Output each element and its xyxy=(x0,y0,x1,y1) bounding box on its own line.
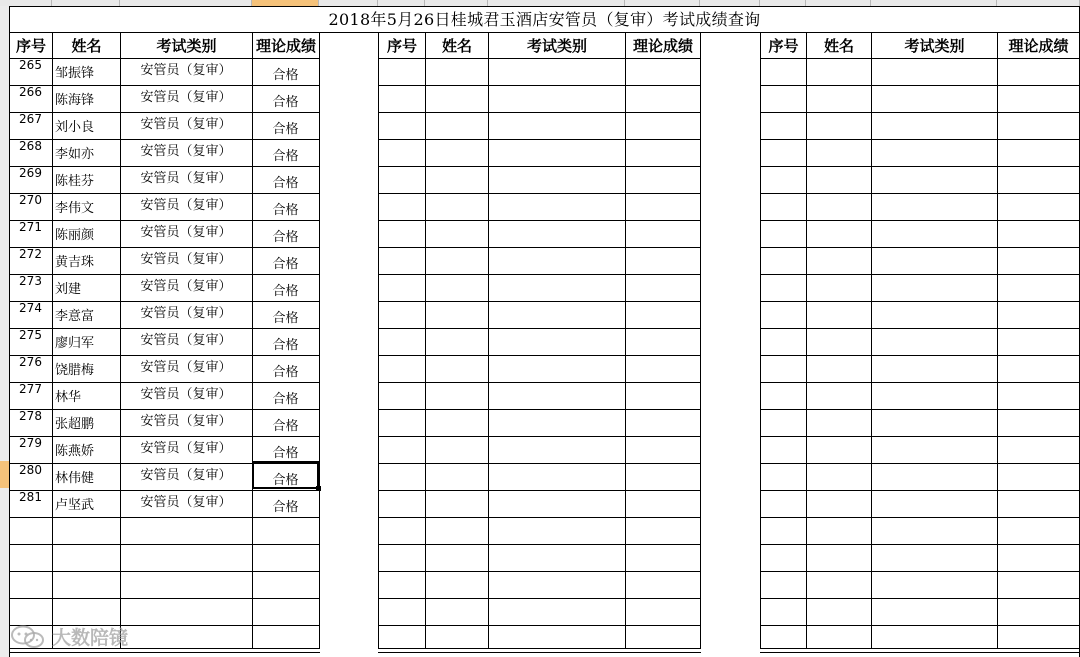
grid-line xyxy=(9,652,320,653)
row-type[interactable]: 安管员（复审） xyxy=(140,387,232,402)
grid-line xyxy=(378,220,701,221)
row-type[interactable]: 安管员（复审） xyxy=(140,63,232,78)
row-seq[interactable]: 274 xyxy=(19,301,42,315)
grid-line xyxy=(378,166,701,167)
grid-line xyxy=(760,648,1080,649)
header-seq: 序号 xyxy=(386,37,417,55)
row-result[interactable]: 合格 xyxy=(272,500,299,515)
grid-line xyxy=(378,85,701,86)
row-name[interactable]: 邹振锋 xyxy=(55,66,95,81)
grid-line xyxy=(760,382,1080,383)
row-seq[interactable]: 273 xyxy=(19,274,42,288)
grid-line xyxy=(760,58,1080,59)
fill-handle[interactable] xyxy=(316,486,321,491)
row-result[interactable]: 合格 xyxy=(272,311,299,326)
row-type[interactable]: 安管员（复审） xyxy=(140,468,232,483)
header-name: 姓名 xyxy=(823,37,854,55)
grid-line xyxy=(378,328,701,329)
grid-line xyxy=(488,32,489,648)
grid-line xyxy=(9,517,320,518)
header-name: 姓名 xyxy=(71,37,102,55)
grid-line xyxy=(319,32,320,648)
grid-line xyxy=(425,32,426,648)
grid-line xyxy=(760,166,1080,167)
grid-line xyxy=(760,274,1080,275)
grid-line xyxy=(9,544,320,545)
header-type: 考试类别 xyxy=(156,37,217,55)
grid-line xyxy=(760,247,1080,248)
row-name[interactable]: 卢坚武 xyxy=(55,498,95,513)
grid-line xyxy=(760,517,1080,518)
row-type[interactable]: 安管员（复审） xyxy=(140,171,232,186)
row-name[interactable]: 饶腊梅 xyxy=(55,363,95,378)
row-seq[interactable]: 270 xyxy=(19,193,42,207)
row-result[interactable]: 合格 xyxy=(272,176,299,191)
row-seq[interactable]: 272 xyxy=(19,247,42,261)
row-seq[interactable]: 266 xyxy=(19,85,42,99)
header-type: 考试类别 xyxy=(526,37,587,55)
grid-line xyxy=(997,32,998,648)
row-result[interactable]: 合格 xyxy=(272,392,299,407)
row-type[interactable]: 安管员（复审） xyxy=(140,279,232,294)
row-seq[interactable]: 267 xyxy=(19,112,42,126)
grid-line xyxy=(625,32,626,648)
row-result[interactable]: 合格 xyxy=(272,473,299,488)
grid-line xyxy=(378,648,701,649)
row-type[interactable]: 安管员（复审） xyxy=(140,441,232,456)
grid-line xyxy=(378,247,701,248)
grid-line xyxy=(760,85,1080,86)
grid-line xyxy=(9,598,320,599)
row-name[interactable]: 李伟文 xyxy=(55,201,95,216)
row-type[interactable]: 安管员（复审） xyxy=(140,225,232,240)
row-seq[interactable]: 276 xyxy=(19,355,42,369)
row-name[interactable]: 陈丽颜 xyxy=(55,228,95,243)
row-result[interactable]: 合格 xyxy=(272,95,299,110)
row-seq[interactable]: 269 xyxy=(19,166,42,180)
grid-line xyxy=(378,301,701,302)
grid-line xyxy=(378,598,701,599)
grid-line xyxy=(760,355,1080,356)
row-name[interactable]: 刘小良 xyxy=(55,120,95,135)
grid-line xyxy=(760,652,1080,653)
grid-line xyxy=(760,625,1080,626)
row-name[interactable]: 陈燕娇 xyxy=(55,444,95,459)
grid-line xyxy=(760,571,1080,572)
grid-line xyxy=(378,58,701,59)
row-result[interactable]: 合格 xyxy=(272,68,299,83)
row-result[interactable]: 合格 xyxy=(272,284,299,299)
row-type[interactable]: 安管员（复审） xyxy=(140,117,232,132)
grid-line xyxy=(760,301,1080,302)
row-type[interactable]: 安管员（复审） xyxy=(140,414,232,429)
row-name[interactable]: 陈海锋 xyxy=(55,93,95,108)
row-result[interactable]: 合格 xyxy=(272,122,299,137)
row-name[interactable]: 廖归军 xyxy=(55,336,95,351)
grid-line xyxy=(378,652,701,653)
grid-line xyxy=(378,517,701,518)
row-type[interactable]: 安管员（复审） xyxy=(140,90,232,105)
selected-cell[interactable] xyxy=(252,461,319,489)
row-type[interactable]: 安管员（复审） xyxy=(140,144,232,159)
watermark-text: 大数陪镜 xyxy=(52,627,129,649)
header-name: 姓名 xyxy=(441,37,472,55)
row-result[interactable]: 合格 xyxy=(272,446,299,461)
grid-line xyxy=(378,32,379,648)
row-name[interactable]: 陈桂芬 xyxy=(55,174,95,189)
header-seq: 序号 xyxy=(15,37,46,55)
row-result[interactable]: 合格 xyxy=(272,149,299,164)
row-type[interactable]: 安管员（复审） xyxy=(140,495,232,510)
row-result[interactable]: 合格 xyxy=(272,419,299,434)
grid-line xyxy=(378,193,701,194)
grid-line xyxy=(378,436,701,437)
grid-line xyxy=(378,274,701,275)
watermark xyxy=(10,623,128,650)
grid-line xyxy=(760,436,1080,437)
row-name[interactable]: 林华 xyxy=(55,390,82,405)
row-name[interactable]: 刘建 xyxy=(55,282,82,297)
grid-line xyxy=(760,193,1080,194)
row-seq[interactable]: 281 xyxy=(19,490,42,504)
grid-line xyxy=(760,598,1080,599)
header-seq: 序号 xyxy=(768,37,799,55)
header-score: 理论成绩 xyxy=(255,37,316,55)
header-type: 考试类别 xyxy=(904,37,965,55)
grid-line xyxy=(760,544,1080,545)
grid-line xyxy=(9,571,320,572)
grid-line xyxy=(378,625,701,626)
sheet-title: 2018年5月26日桂城君玉酒店安管员（复审）考试成绩查询 xyxy=(328,10,761,29)
grid-line xyxy=(760,32,761,648)
row-result[interactable]: 合格 xyxy=(272,230,299,245)
header-score: 理论成绩 xyxy=(632,37,693,55)
grid-line xyxy=(378,112,701,113)
grid-line xyxy=(700,32,701,648)
grid-line xyxy=(378,139,701,140)
row-seq[interactable]: 279 xyxy=(19,436,42,450)
row-seq[interactable]: 275 xyxy=(19,328,42,342)
wechat-bubble-icon xyxy=(10,625,46,649)
grid-line xyxy=(760,490,1080,491)
row-seq[interactable]: 277 xyxy=(19,382,42,396)
row-result[interactable]: 合格 xyxy=(272,257,299,272)
grid-line xyxy=(378,355,701,356)
row-name[interactable]: 张超鹏 xyxy=(55,417,95,432)
grid-line xyxy=(760,220,1080,221)
row-seq[interactable]: 278 xyxy=(19,409,42,423)
grid-line xyxy=(760,139,1080,140)
grid-line xyxy=(378,382,701,383)
grid-line xyxy=(760,463,1080,464)
row-type[interactable]: 安管员（复审） xyxy=(140,252,232,267)
grid-line xyxy=(760,409,1080,410)
grid-line xyxy=(378,571,701,572)
row-type[interactable]: 安管员（复审） xyxy=(140,306,232,321)
row-result[interactable]: 合格 xyxy=(272,203,299,218)
row-name[interactable]: 林伟健 xyxy=(55,471,95,486)
row-name[interactable]: 黄吉珠 xyxy=(55,255,95,270)
grid-line xyxy=(378,544,701,545)
grid-line xyxy=(378,463,701,464)
header-score: 理论成绩 xyxy=(1008,37,1069,55)
grid-line xyxy=(760,112,1080,113)
row-result[interactable]: 合格 xyxy=(272,338,299,353)
grid-line xyxy=(378,409,701,410)
grid-line xyxy=(871,32,872,648)
row-name[interactable]: 李如亦 xyxy=(55,147,95,162)
row-seq[interactable]: 271 xyxy=(19,220,42,234)
row-type[interactable]: 安管员（复审） xyxy=(140,198,232,213)
row-type[interactable]: 安管员（复审） xyxy=(140,360,232,375)
row-seq[interactable]: 280 xyxy=(19,463,42,477)
row-name[interactable]: 李意富 xyxy=(55,309,95,324)
grid-line xyxy=(806,32,807,648)
active-row-marker xyxy=(0,461,9,488)
row-result[interactable]: 合格 xyxy=(272,365,299,380)
grid-line xyxy=(378,490,701,491)
row-seq[interactable]: 268 xyxy=(19,139,42,153)
grid-line xyxy=(760,328,1080,329)
row-type[interactable]: 安管员（复审） xyxy=(140,333,232,348)
row-seq[interactable]: 265 xyxy=(19,58,42,72)
